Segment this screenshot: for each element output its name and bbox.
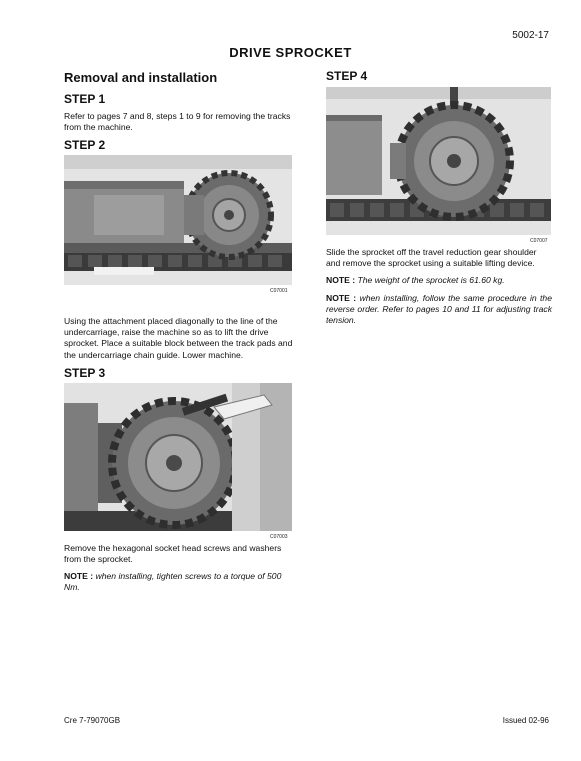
step-2-photo-code: C07001 <box>270 288 288 294</box>
step-3-photo-code: C07003 <box>270 534 288 540</box>
step-2-text: Using the attachment placed diagonally to the line of the undercarriage, raise the machine so as to lift the drive sprocket. Place a suitable block between the track pads and the undercarriage chain guide. Lower machine. <box>64 316 293 360</box>
section-title: Removal and installation <box>64 70 218 85</box>
step-4-note-1-label: NOTE : <box>326 275 356 285</box>
step-4-note-weight <box>326 275 552 286</box>
page-title: DRIVE SPROCKET <box>229 45 352 60</box>
step-4-photo <box>326 87 551 235</box>
step-4-note-1-text: The weight of the sprocket is 61.60 kg. <box>357 275 505 285</box>
step-4-note-install <box>326 293 552 327</box>
step-3-note-label: NOTE : <box>64 571 94 581</box>
page-number: 5002-17 <box>512 30 549 41</box>
step-3-note-text: when installing, tighten screws to a torque of 500 Nm. <box>64 571 282 593</box>
footer-doc-code: Cre 7-79070GB <box>64 716 121 725</box>
step-3-photo <box>64 383 292 531</box>
step-1-label: STEP 1 <box>64 92 106 106</box>
step-4-label: STEP 4 <box>326 69 368 83</box>
step-3-note <box>64 571 296 593</box>
step-2-label: STEP 2 <box>64 138 106 152</box>
step-4-photo-code: C07007 <box>530 238 548 244</box>
step-2-photo <box>64 155 292 285</box>
step-3-text: Remove the hexagonal socket head screws and washers from the sprocket. <box>64 543 282 565</box>
step-4-text: Slide the sprocket off the travel reduction gear shoulder and remove the sprocket using a suitable lifting device. <box>326 247 537 269</box>
step-4-note-2-text: when installing, follow the same procedure in the reverse order. Refer to pages 10 and 11 for adjusting track tension. <box>326 293 552 326</box>
step-1-text: Refer to pages 7 and 8, steps 1 to 9 for removing the tracks from the machine. <box>64 111 291 133</box>
footer-issue-date: Issued 02-96 <box>502 716 549 725</box>
step-4-note-2-label: NOTE : <box>326 293 357 303</box>
step-3-label: STEP 3 <box>64 366 106 380</box>
